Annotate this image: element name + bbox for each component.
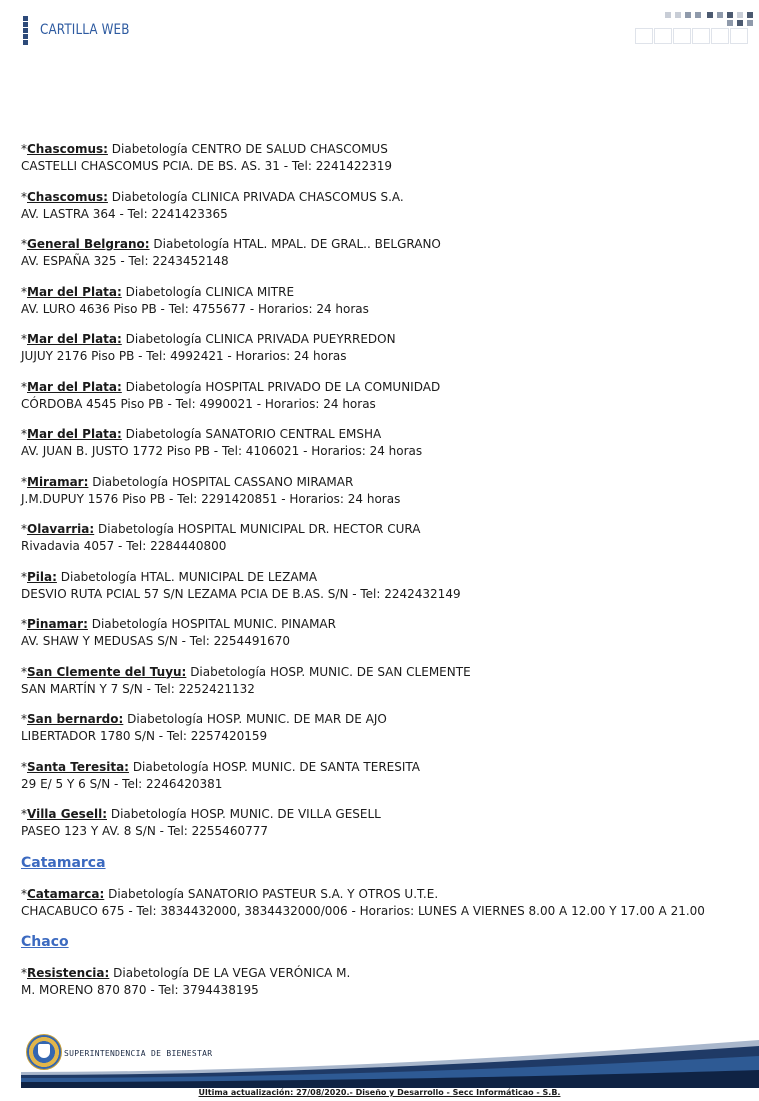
provider-line: *Olavarria: Diabetología HOSPITAL MUNICIPAL DR. HECTOR CURA [21, 522, 421, 536]
provider-address: JUJUY 2176 Piso PB - Tel: 4992421 - Horarios: 24 horas [21, 349, 347, 363]
city-name: San Clemente del Tuyu: [27, 664, 187, 679]
page-header [0, 0, 759, 60]
provider-entry [21, 141, 746, 175]
city-name: Mar del Plata: [27, 332, 122, 346]
city-name: Miramar: [27, 474, 89, 489]
page-footer [0, 1028, 759, 1101]
provider-address: J.M.DUPUY 1576 Piso PB - Tel: 2291420851 - Horarios: 24 horas [21, 491, 401, 506]
city-name: San bernardo: [27, 712, 124, 726]
provider-address: CASTELLI CHASCOMUS PCIA. DE BS. AS. 31 - Tel: 2241422319 [21, 159, 393, 173]
provider-description: Diabetología CLINICA PRIVADA CHASCOMUS S.A. [111, 189, 404, 204]
provider-entry [21, 331, 746, 365]
provider-line: *Mar del Plata: Diabetología HOSPITAL PRIVADO DE LA COMUNIDAD [21, 379, 441, 394]
provider-line: *Mar del Plata: Diabetología CLINICA PRIVADA PUEYRREDON [21, 332, 396, 346]
provider-line: *Santa Teresita: Diabetología HOSP. MUNIC. DE SANTA TERESITA [21, 759, 421, 774]
provider-entry [21, 474, 746, 508]
provider-description: Diabetología DE LA VEGA VERÓNICA M. [113, 966, 351, 980]
header-title: CARTILLA WEB [40, 22, 130, 38]
provider-entry [21, 426, 746, 460]
city-name: General Belgrano: [27, 237, 150, 251]
provider-description: Diabetología SANATORIO CENTRAL EMSHA [125, 427, 382, 441]
provider-entry [21, 616, 746, 650]
provider-description: Diabetología HOSPITAL MUNICIPAL DR. HECTOR CURA [98, 522, 421, 536]
provider-line: *Pinamar: Diabetología HOSPITAL MUNIC. PINAMAR [21, 617, 336, 631]
provider-description: Diabetología HTAL. MPAL. DE GRAL.. BELGRANO [153, 237, 441, 251]
provider-address: Rivadavia 4057 - Tel: 2284440800 [21, 539, 227, 553]
provider-entry [21, 569, 746, 603]
provider-entry [21, 664, 746, 698]
footer-brand: SUPERINTENDENCIA DE BIENESTAR [64, 1049, 213, 1058]
provider-entry [21, 759, 746, 793]
provider-line: *General Belgrano: Diabetología HTAL. MPAL. DE GRAL.. BELGRANO [21, 237, 441, 251]
provider-line: *Pila: Diabetología HTAL. MUNICIPAL DE LEZAMA [21, 569, 318, 584]
city-name: Mar del Plata: [27, 379, 122, 394]
provider-description: Diabetología HOSPITAL MUNIC. PINAMAR [91, 617, 336, 631]
provider-line: *Chascomus: Diabetología CLINICA PRIVADA CHASCOMUS S.A. [21, 189, 404, 204]
city-name: Mar del Plata: [27, 427, 122, 441]
provider-address: SAN MARTÍN Y 7 S/N - Tel: 2252421132 [21, 681, 255, 696]
footer-update-note: Ultima actualización: 27/08/2020.- Diseño y Desarrollo - Secc Informáticao - S.B. [198, 1088, 561, 1097]
provider-address: AV. SHAW Y MEDUSAS S/N - Tel: 2254491670 [21, 634, 290, 648]
provider-line: *Resistencia: Diabetología DE LA VEGA VERÓNICA M. [21, 966, 351, 980]
city-name: Chascomus: [27, 189, 108, 204]
provider-description: Diabetología HOSPITAL CASSANO MIRAMAR [92, 474, 354, 489]
city-name: Villa Gesell: [27, 807, 107, 821]
provider-description: Diabetología HOSP. MUNIC. DE MAR DE AJO [127, 712, 387, 726]
provider-address: 29 E/ 5 Y 6 S/N - Tel: 2246420381 [21, 776, 223, 791]
provider-line: *Miramar: Diabetología HOSPITAL CASSANO MIRAMAR [21, 474, 354, 489]
provider-line: *Mar del Plata: Diabetología CLINICA MITRE [21, 284, 295, 299]
provider-description: Diabetología HOSP. MUNIC. DE SANTA TERESITA [132, 759, 421, 774]
provider-address: CÓRDOBA 4545 Piso PB - Tel: 4990021 - Horarios: 24 horas [21, 396, 376, 411]
provider-address: AV. JUAN B. JUSTO 1772 Piso PB - Tel: 4106021 - Horarios: 24 horas [21, 444, 423, 458]
provider-line: *San Clemente del Tuyu: Diabetología HOSP. MUNIC. DE SAN CLEMENTE [21, 664, 471, 679]
provider-entry [21, 189, 746, 223]
provider-entry [21, 284, 746, 318]
provider-description: Diabetología CENTRO DE SALUD CHASCOMUS [111, 142, 388, 156]
provider-entry [21, 965, 746, 999]
city-name: Olavarria: [27, 522, 95, 536]
provider-entry [21, 886, 746, 920]
header-accent-bar [23, 16, 28, 46]
city-name: Catamarca: [27, 886, 105, 901]
provider-entry [21, 379, 746, 413]
province-heading[interactable]: Chaco [21, 934, 69, 950]
provider-description: Diabetología SANATORIO PASTEUR S.A. Y OTROS U.T.E. [108, 886, 439, 901]
provider-entry [21, 236, 746, 270]
provider-description: Diabetología CLINICA MITRE [125, 284, 295, 299]
provider-list [21, 141, 746, 1013]
footer-wave-graphic [21, 1028, 759, 1088]
provider-address: M. MORENO 870 870 - Tel: 3794438195 [21, 983, 259, 997]
provider-address: LIBERTADOR 1780 S/N - Tel: 2257420159 [21, 729, 268, 743]
provider-line: *Catamarca: Diabetología SANATORIO PASTEUR S.A. Y OTROS U.T.E. [21, 886, 439, 901]
city-name: Resistencia: [27, 966, 110, 980]
provider-entry [21, 521, 746, 555]
provider-description: Diabetología HOSP. MUNIC. DE VILLA GESELL [110, 807, 381, 821]
province-heading[interactable]: Catamarca [21, 854, 106, 871]
city-name: Santa Teresita: [27, 759, 129, 774]
header-decoration [635, 10, 759, 46]
provider-address: DESVIO RUTA PCIAL 57 S/N LEZAMA PCIA DE B.AS. S/N - Tel: 2242432149 [21, 586, 461, 601]
provider-line: *Mar del Plata: Diabetología SANATORIO CENTRAL EMSHA [21, 427, 382, 441]
provider-description: Diabetología HOSP. MUNIC. DE SAN CLEMENTE [190, 664, 471, 679]
provider-line: *Villa Gesell: Diabetología HOSP. MUNIC. DE VILLA GESELL [21, 807, 381, 821]
provider-description: Diabetología CLINICA PRIVADA PUEYRREDON [125, 332, 396, 346]
provider-address: CHACABUCO 675 - Tel: 3834432000, 3834432000/006 - Horarios: LUNES A VIERNES 8.00 A 12.00 Y 17.00 A 21.00 [21, 903, 705, 918]
provider-entry [21, 711, 746, 745]
institution-seal-icon [26, 1034, 62, 1070]
provider-line: *Chascomus: Diabetología CENTRO DE SALUD CHASCOMUS [21, 142, 388, 156]
provider-address: AV. LASTRA 364 - Tel: 2241423365 [21, 206, 228, 221]
city-name: Pinamar: [27, 617, 88, 631]
provider-address: AV. LURO 4636 Piso PB - Tel: 4755677 - Horarios: 24 horas [21, 301, 369, 316]
provider-description: Diabetología HTAL. MUNICIPAL DE LEZAMA [60, 569, 318, 584]
city-name: Chascomus: [27, 142, 108, 156]
city-name: Mar del Plata: [27, 284, 122, 299]
provider-address: PASEO 123 Y AV. 8 S/N - Tel: 2255460777 [21, 824, 268, 838]
provider-entry [21, 806, 746, 840]
provider-description: Diabetología HOSPITAL PRIVADO DE LA COMUNIDAD [125, 379, 441, 394]
city-name: Pila: [27, 569, 57, 584]
provider-address: AV. ESPAÑA 325 - Tel: 2243452148 [21, 254, 229, 268]
provider-line: *San bernardo: Diabetología HOSP. MUNIC. DE MAR DE AJO [21, 712, 387, 726]
